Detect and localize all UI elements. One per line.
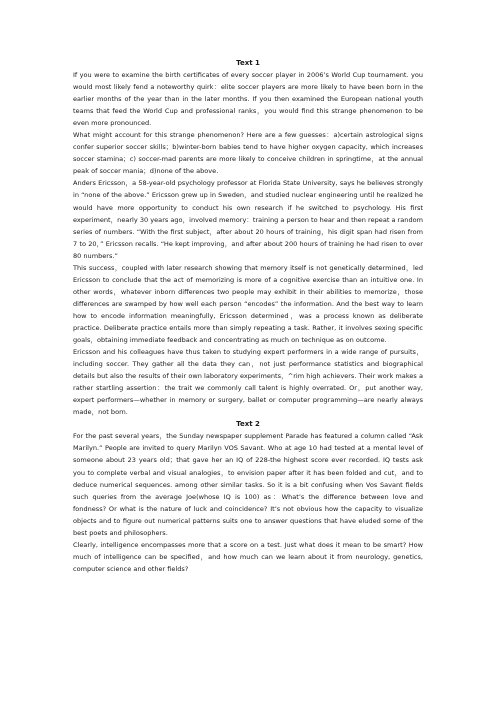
text2-title: Text 2	[236, 420, 260, 429]
text1-paragraph-3: Anders Ericsson，a 58-year-old psychology professor at Florida State University, says he believes strongly in “none of the above.” Ericsson grew up in Sweden，and studied nuclear engineering until he realized he would have more opportunity to conduct his own research if he switched to psychology. His first experiment，nearly 30 years ago，involved memory：training a person to hear and then repeat a random series of numbers. “With the first subject，after about 20 hours of training，his digit span had risen from 7 to 20，” Ericsson recalls. “He kept improving，and after about 200 hours of training he had risen to over 80 numbers.”	[73, 179, 423, 260]
text2-paragraph-1: For the past several years，the Sunday newspaper supplement Parade has featured a column called “Ask Marilyn.” People are invited to query Marilyn VOS Savant. Who at age 10 had tested at a mental level of someone about 23 years old；that gave her an IQ of 228-the highest score ever recorded. IQ tests ask you to complete verbal and visual analogies，to envision paper after it has been folded and cut，and to deduce numerical sequences. among other similar tasks. So it is a bit confusing when Vos Savant fields such queries from the average Joe(whose IQ is 100) as：What’s the difference between love and fondness? Or what is the nature of luck and coincidence? It’s not obvious how the capacity to visualize objects and to figure out numerical patterns suits one to answer questions that have eluded some of the best poets and philosophers.	[73, 432, 423, 537]
document-body	[73, 57, 423, 575]
text1-paragraph-1: If you were to examine the birth certificates of every soccer player in 2006’s World Cup tournament. you would most likely fend a noteworthy quirk：elite soccer players are more likely to have been born in the earlier months of the year than in the later months. If you then examined the European national youth teams that feed the World Cup and professional ranks，you would find this strange phenomenon to be even more pronounced.	[73, 71, 423, 128]
text1-paragraph-2: What might account for this strange phenomenon? Here are a few guesses：a)certain astrological signs confer superior soccer skills；b)winter-born babies tend to have higher oxygen capacity, which increases soccer stamina；c) soccer-mad parents are more likely to conceive children in springtime，at the annual peak of soccer mania；d)none of the above.	[73, 131, 423, 176]
text2-paragraph-2: Clearly, intelligence encompasses more that a score on a test. Just what does it mean to be smart? How much of intelligence can be specified，and how much can we learn about it from neurology, genetics, computer science and other fields?	[73, 540, 423, 573]
text1-paragraph-5: Ericsson and his colleagues have thus taken to studying expert performers in a wide range of pursuits，including soccer. They gather all the data they can，not just performance statistics and biographical details but also the results of their own laboratory experiments，^rim high achievers. Their work makes a rather startling assertion：the trait we commonly call talent is highly overrated. Or，put another way, expert performers—whether in memory or surgery, ballet or computer programming—are nearly always made，not born.	[73, 348, 423, 417]
text1-paragraph-4: This success，coupled with later research showing that memory itself is not genetically determined，led Ericsson to conclude that the act of memorizing is more of a cognitive exercise than an intuitive one. In other words，whatever inborn differences two people may exhibit in their abilities to memorize，those differences are swamped by how well each person “encodes” the information. And the best way to learn how to encode information meaningfully, Ericsson determined，was a process known as deliberate practice. Deliberate practice entails more than simply repeating a task. Rather, it involves sexing specific goals，obtaining immediate feedback and concentrating as much on technique as on outcome.	[73, 263, 423, 345]
text1-title: Text 1	[236, 59, 260, 67]
